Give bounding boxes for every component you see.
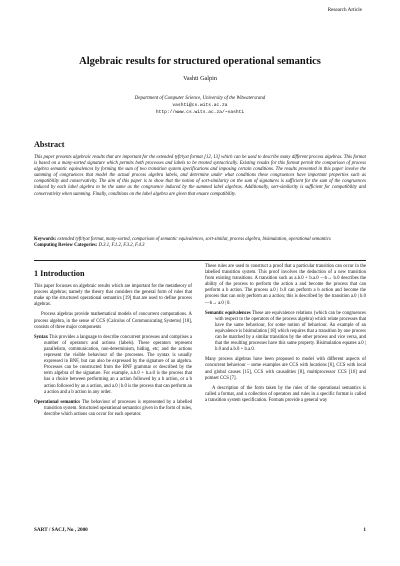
crc-label: Computing Review Categories: [34, 243, 98, 249]
syntax-label: Syntax [34, 334, 48, 340]
article-type-label: Research Article [327, 7, 362, 13]
page-number: 1 [363, 527, 366, 533]
semeq-label: Semantic equivalences [205, 310, 251, 316]
left-column [34, 271, 192, 422]
syntax-item [34, 335, 192, 396]
keywords-block [34, 237, 366, 249]
right-paragraph-2: Many process algebras have been proposed to model with different aspects of concurrent behaviour – some examples are CCS with locations [6], CCS with local and global causes [15], CCS with causalities [8], multiprocessor CCS [16] and pomset CCS [7]. [205, 357, 366, 381]
affiliation-department: Department of Computer Science, University of the Witwatersrand [134, 96, 266, 101]
semeq-item [205, 311, 366, 354]
paper-title: Algebraic results for structured operational semantics [79, 56, 321, 67]
author-url: http://www.cs.wits.ac.za/~vashti [155, 110, 245, 115]
opsem-label: Operational semantics [34, 399, 81, 405]
author-name: Vashti Galpin [183, 75, 217, 82]
section-divider [34, 260, 366, 261]
keywords-text: extended tyft/tyxt format, many-sorted, comparison of semantic equivalences, sort-similar, process algebra, bisimulation, operational semantics [57, 237, 331, 242]
opsem-item [34, 400, 192, 418]
abstract-heading: Abstract [34, 140, 65, 149]
author-email: vashti@cs.wits.ac.za [172, 103, 228, 108]
intro-paragraph-1: This paper focusses on algebraic results which are important for the metatheory of process algebras; namely the theory that considers the general form of rules that make up the structured operational semantics [19] that are used to define process algebras. [34, 284, 192, 308]
abstract-text: This paper presents algebraic results that are important for the extended tyft/tyxt format [12, 13] which can be used to describe many different process algebras. This format is based on a many-sorted signature which permits both processes and labels to be treated syntactically. Existing results for this format permit the comparison of process algebra semantic equivalences by forming the sum of two transition system specifications and imposing certain conditions. The results presented in this paper involve the summing of congruences that model the actual process algebra labels, and determine under what conditions these congruences have important properties such as compatibility and conservativity. The aim of this paper is to show that the notion of sort-similarity on the sum of signatures is sufficient for the sum of the congruences induced by each label algebra to be the same as the congruence induced by the summed label algebras. Additionally, sort-similarity is sufficient for compatibility and conservativity when summing. Finally, conditions on the label algebra are given that ensure compatibility. [34, 155, 366, 197]
right-column [205, 264, 366, 408]
journal-footer: SART / SACJ, No , 2000 [34, 527, 88, 533]
opsem-text: The behaviour of processes is represented by a labelled transition system. Structured operational semantics given in the form of rules, describe which actions can occur for each operator. [44, 399, 192, 417]
right-paragraph-3: A description of the form taken by the rules of the operational semantics is called a format, and a collection of operators and rules in a specific format is called a transition system specification. Formats provide a general way [205, 385, 366, 403]
semeq-text: These are equivalence relations (which can be congruences with respect to the operators of the process algebra) which relate processes that have the same behaviour, for some notion of behaviour. An example of an equivalence is bisimulation [18] which requires that a transition by one process can be matched by a similar transition by the other process and vice versa, and that the resulting processes have this same property. Bisimulation equates a.0 | b.0 and a.b.0 + b.a.0. [215, 310, 366, 353]
right-paragraph-1: These rules are used to construct a proof that a particular transition can occur in the labelled transition system. This proof involves the deduction of a new transition from existing transitions. A transition such as a.b.0 + b.a.0 —b→ b.0 describes the ability of the process to perform the action a and become the process that can perform a b action. The process a.0 | b.0 can perform a b action and become the process that can only perform an a action; this is described by the transition a.0 | b.0 —b→ a.0 | 0. [205, 264, 366, 306]
intro-paragraph-2: Process algebras provide mathematical models of concurrent computations. A process algebra, in the sense of CCS (Calculus of Communicating Systems) [18], consists of three major components [34, 312, 192, 330]
affiliation-block [0, 95, 400, 116]
keywords-label: Keywords: [34, 237, 57, 242]
intro-heading: 1 Introduction [34, 269, 85, 278]
syntax-text: This provides a language to describe concurrent processes and comprises a number of operators and actions (labels). These operators represent parallelism, communication, non-determinism, hiding, etc; and the actions represent the visible behaviour of the processes. The syntax is usually expressed in BNF, but can also be expressed by the signature of an algebra. Processes can be constructed from the BNF grammar or described by the term algebra of the signature. For example, a.b.0 + b.a.0 is the process that has a choice between performing an a action followed by a b action, or a b action followed by an a action, and a.0 | b.0 is the process that can perform an a action and a b action in any order. [44, 334, 192, 395]
crc-text: D.3.1, F.1.2, F.3.2, F.4.3 [98, 243, 145, 249]
